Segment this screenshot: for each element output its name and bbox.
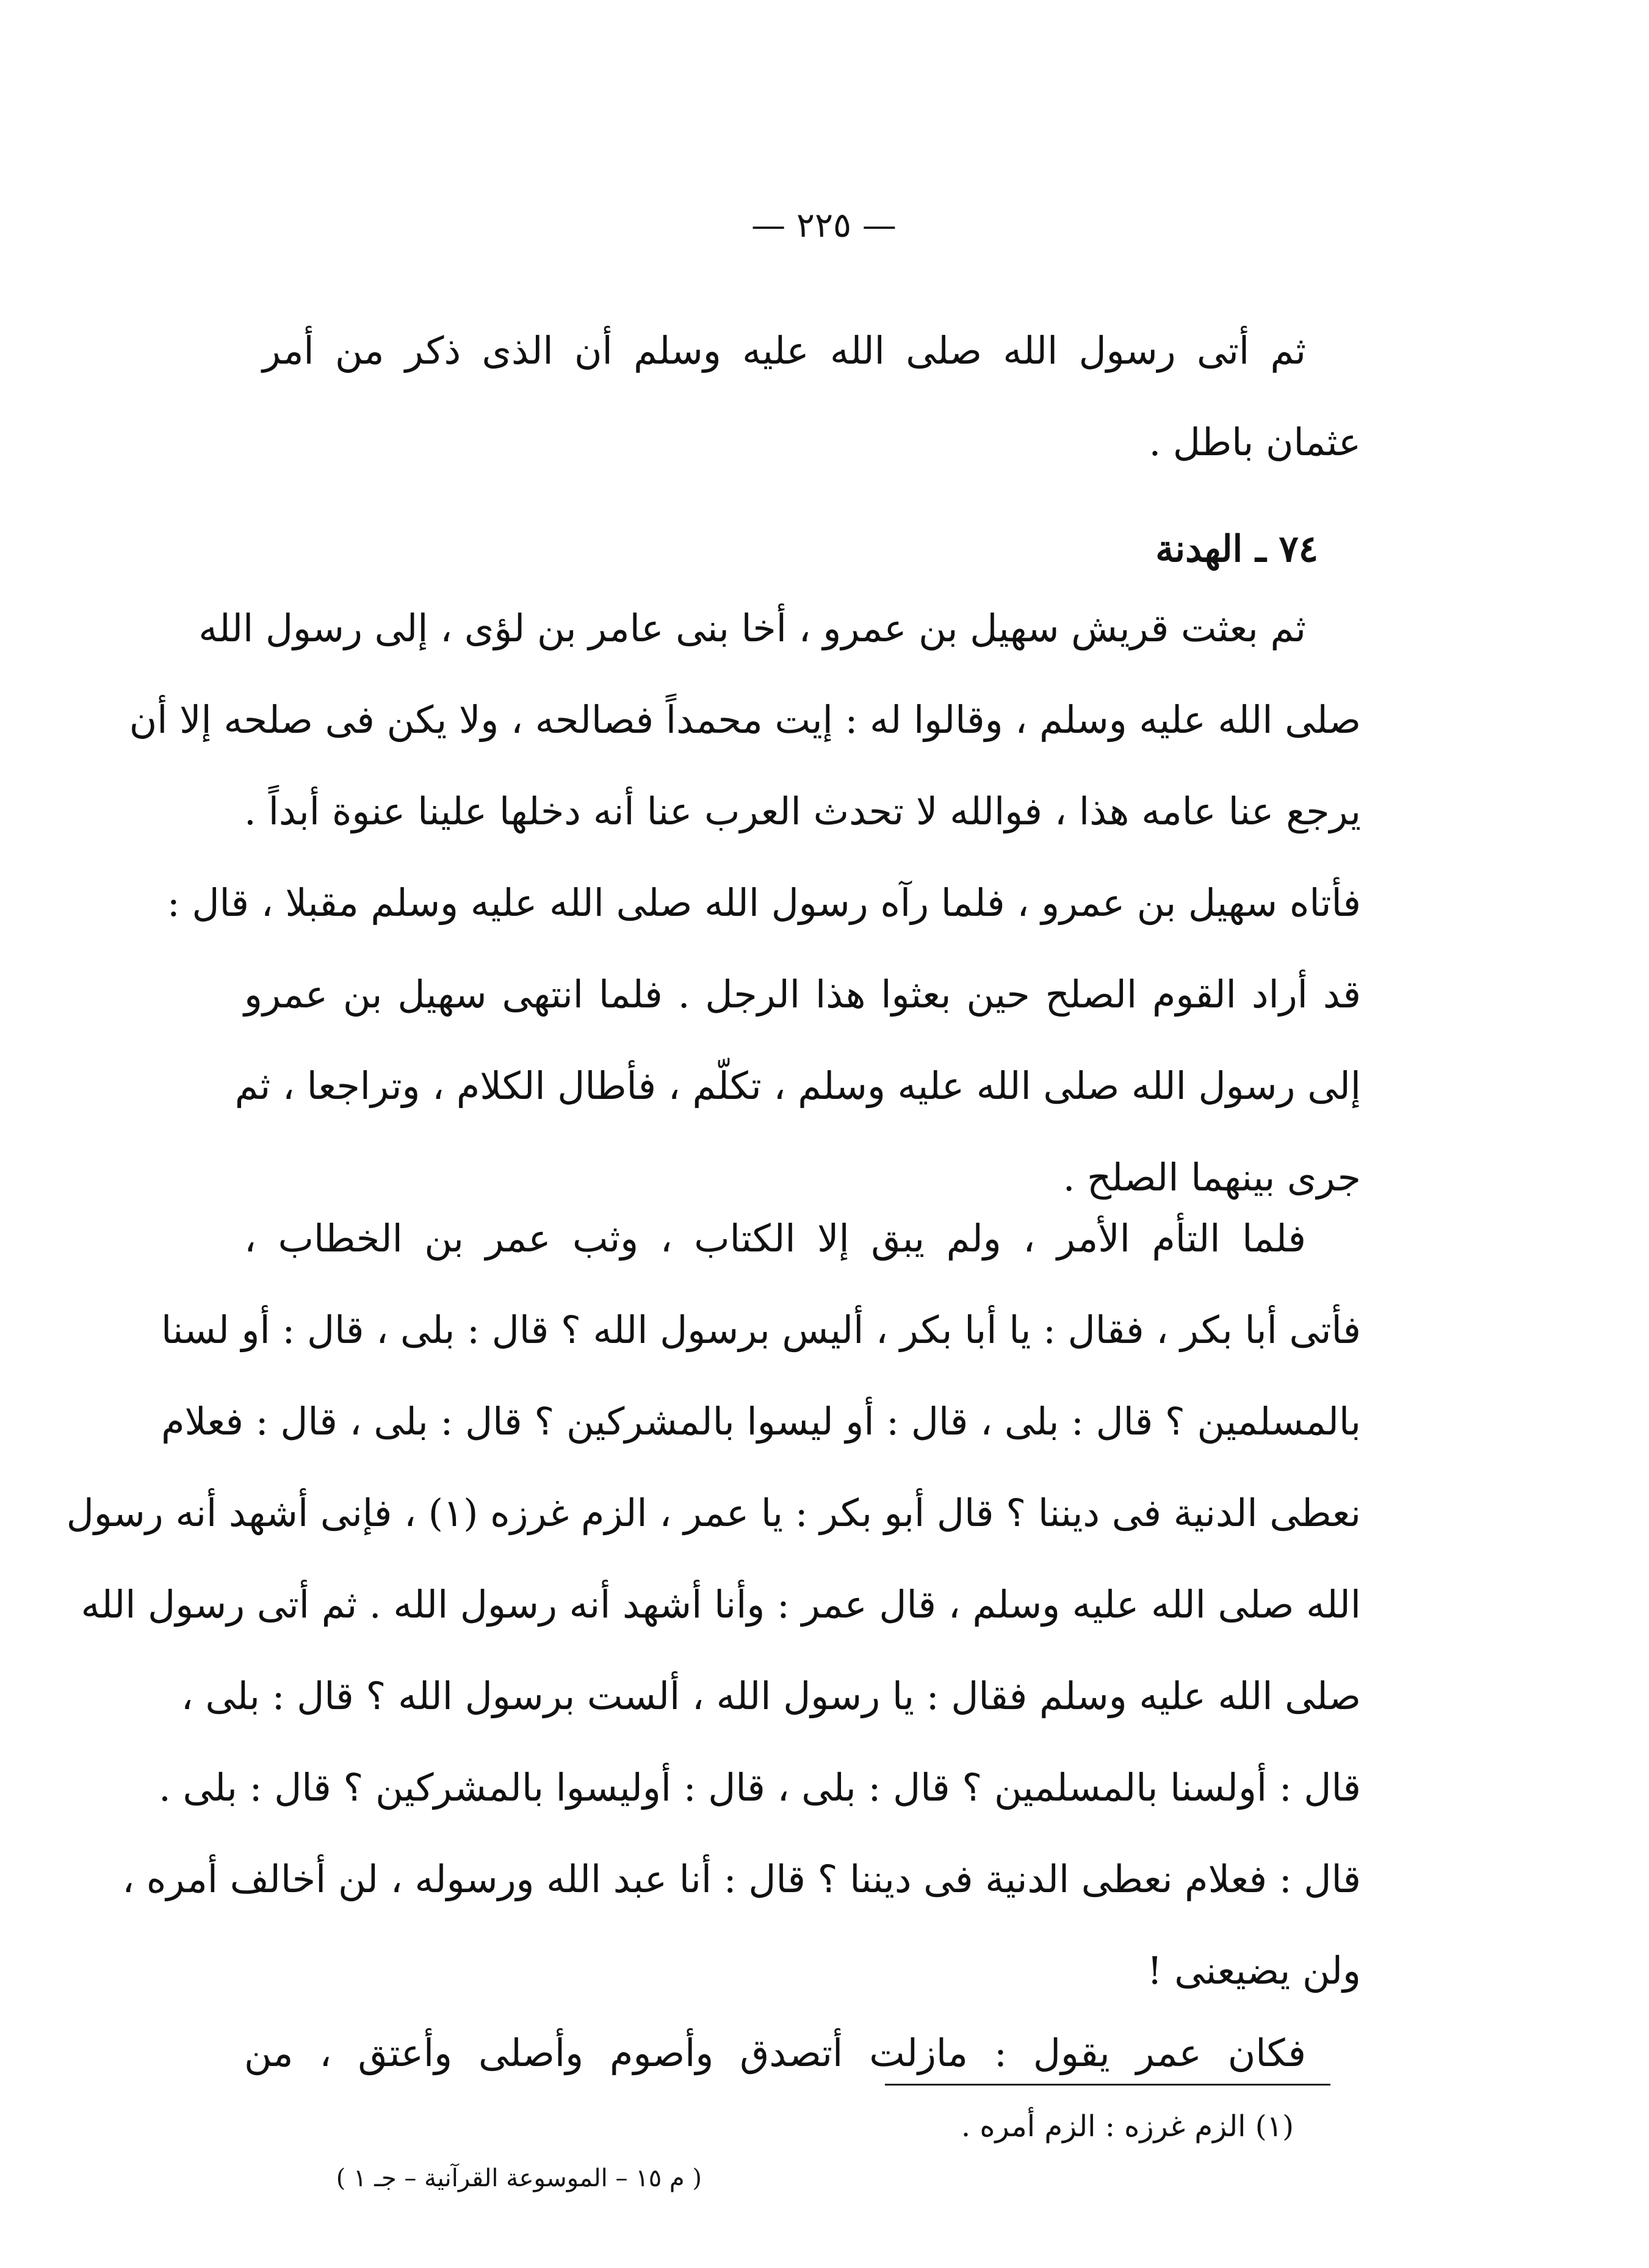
footnote-divider <box>885 2084 1330 2086</box>
paragraph-line: قال : أولسنا بالمسلمين ؟ قال : بلى ، قال : أوليسوا بالمشركين ؟ قال : بلى . <box>159 1765 1361 1810</box>
paragraph-line: صلى الله عليه وسلم فقال : يا رسول الله ، ألست برسول الله ؟ قال : بلى ، <box>181 1674 1361 1718</box>
paragraph-3 <box>66 1193 1361 2017</box>
paragraph-line: الله صلى الله عليه وسلم ، قال عمر : وأنا أشهد أنه رسول الله . ثم أتى رسول الله <box>81 1582 1361 1627</box>
paragraph-line: يرجع عنا عامه هذا ، فوالله لا تحدث العرب عنا أنه دخلها علينا عنوة أبداً . <box>244 789 1361 833</box>
paragraph-line: فكان عمر يقول : مازلت أتصدق وأصوم وأصلى وأعتق ، من <box>244 2031 1306 2075</box>
paragraph-line: ثم بعثت قريش سهيل بن عمرو ، أخا بنى عامر بن لؤى ، إلى رسول الله <box>198 606 1306 650</box>
paragraph-2 <box>129 583 1361 1223</box>
paragraph-line: إلى رسول الله صلى الله عليه وسلم ، تكلّم ، فأطال الكلام ، وتراجعا ، ثم <box>234 1064 1361 1108</box>
paragraph-line: عثمان باطل . <box>1149 420 1361 464</box>
footnote: (١) الزم غرزه : الزم أمره . <box>961 2109 1294 2144</box>
paragraph-line: صلى الله عليه وسلم ، وقالوا له : إيت محمداً فصالحه ، ولا يكن فى صلحه إلا أن <box>129 697 1361 742</box>
paragraph-line: قال : فعلام نعطى الدنية فى ديننا ؟ قال : أنا عبد الله ورسوله ، لن أخالف أمره ، <box>122 1857 1361 1901</box>
paragraph-line: ولن يضيعنى ! <box>1147 1948 1361 1993</box>
paragraph-line: ثم أتى رسول الله صلى الله عليه وسلم أن الذى ذكر من أمر <box>262 328 1306 373</box>
paragraph-line: نعطى الدنية فى ديننا ؟ قال أبو بكر : يا عمر ، الزم غرزه (١) ، فإنى أشهد أنه رسول <box>66 1491 1361 1535</box>
paragraph-line: بالمسلمين ؟ قال : بلى ، قال : أو ليسوا بالمشركين ؟ قال : بلى ، قال : فعلام <box>161 1399 1361 1444</box>
paragraph-line: فأتاه سهيل بن عمرو ، فلما رآه رسول الله صلى الله عليه وسلم مقبلا ، قال : <box>167 880 1361 925</box>
paragraph-line: قد أراد القوم الصلح حين بعثوا هذا الرجل . فلما انتهى سهيل بن عمرو <box>244 972 1361 1017</box>
paragraph-line: فأتى أبا بكر ، فقال : يا أبا بكر ، أليس برسول الله ؟ قال : بلى ، قال : أو لسنا <box>161 1308 1361 1352</box>
page-number: — ٢٢٥ — <box>751 206 897 245</box>
paragraph-line: فلما التأم الأمر ، ولم يبق إلا الكتاب ، وثب عمر بن الخطاب ، <box>244 1216 1306 1261</box>
paragraph-line: جرى بينهما الصلح . <box>1063 1155 1361 1200</box>
section-heading: ٧٤ ـ الهدنة <box>1155 528 1318 571</box>
paragraph-1 <box>262 305 1361 488</box>
page-footer: ( م ١٥ – الموسوعة القرآنية – جـ ١ ) <box>336 2164 702 2192</box>
